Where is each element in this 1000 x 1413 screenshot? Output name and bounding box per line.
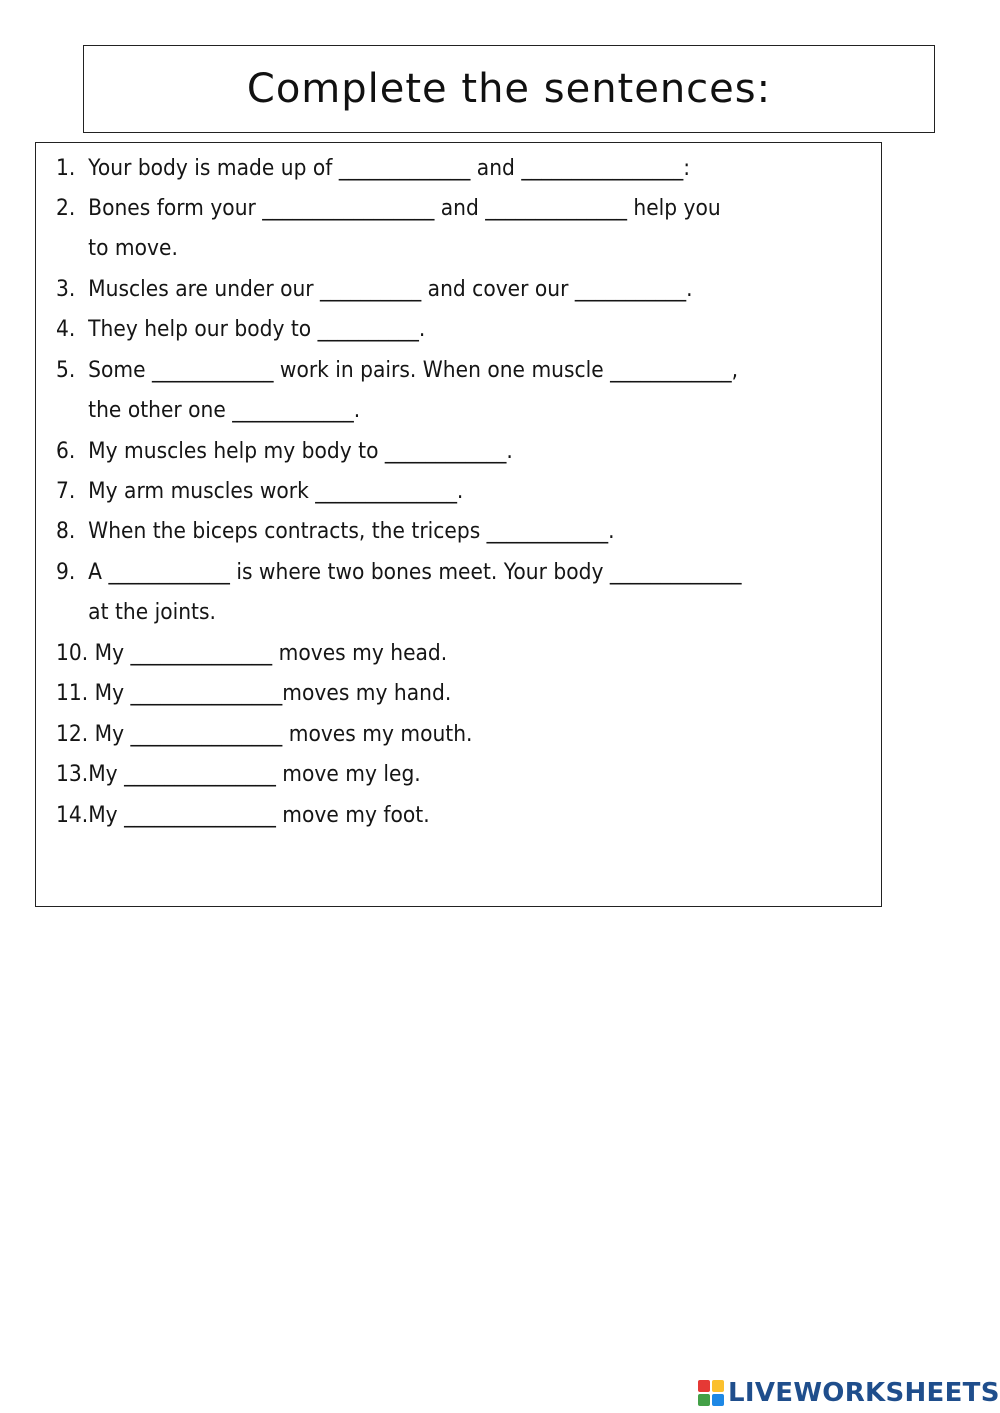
page-title: Complete the sentences: <box>246 66 772 112</box>
sentence-line-1: 1. Your body is made up of _____________ and ________________: <box>56 156 691 181</box>
sentence-line-5-cont: the other one ____________. <box>56 398 361 423</box>
liveworksheets-logo-icon <box>698 1380 724 1406</box>
logo-text: LIVEWORKSHEETS <box>728 1378 1000 1408</box>
sentence-line-2: 2. Bones form your _________________ and ______________ help you <box>56 196 721 221</box>
sentence-line-5: 5. Some ____________ work in pairs. When one muscle ____________, <box>56 358 739 383</box>
liveworksheets-logo[interactable] <box>698 1377 1000 1409</box>
sentence-line-11: 11. My _______________moves my hand. <box>56 681 452 706</box>
sentence-line-9: 9. A ____________ is where two bones meet. Your body _____________ <box>56 560 742 585</box>
sentence-line-14: 14.My _______________ move my foot. <box>56 803 430 828</box>
sentence-line-3: 3. Muscles are under our __________ and cover our ___________. <box>56 277 693 302</box>
title-box <box>83 45 935 133</box>
sentence-line-12: 12. My _______________ moves my mouth. <box>56 722 473 747</box>
sentence-line-13: 13.My _______________ move my leg. <box>56 762 421 787</box>
sentence-line-4: 4. They help our body to __________. <box>56 317 426 342</box>
sentence-line-8: 8. When the biceps contracts, the triceps ____________. <box>56 519 615 544</box>
sentence-line-7: 7. My arm muscles work ______________. <box>56 479 464 504</box>
sentence-line-9-cont: at the joints. <box>56 600 216 625</box>
sentences-box <box>35 142 882 907</box>
sentence-line-2-cont: to move. <box>56 236 178 261</box>
sentence-line-10: 10. My ______________ moves my head. <box>56 641 448 666</box>
sentence-line-6: 6. My muscles help my body to ____________. <box>56 439 513 464</box>
